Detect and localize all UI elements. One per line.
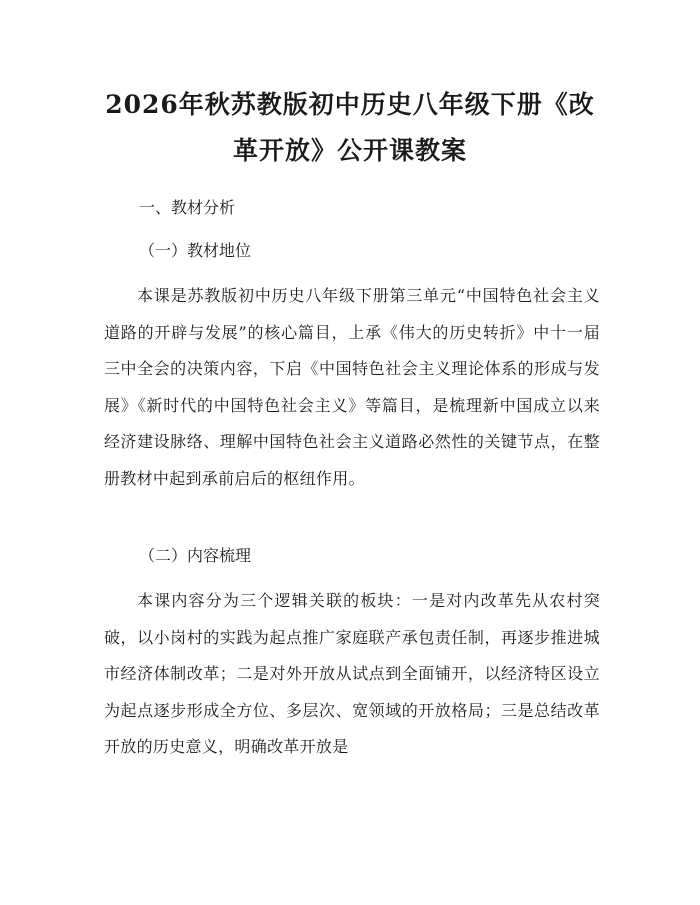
paragraph-content-outline: 本课内容分为三个逻辑关联的板块：一是对内改革先从农村突破，以小岗村的实践为起点推广家庭联产承包责任制，再逐步推进城市经济体制改革；二是对外开放从试点到全面铺开，以经济特区设立为起点逐步形成全方位、多层次、宽领域的开放格局；三是总结改革开放的历史意义，明确改革开放是: [104, 591, 600, 756]
subsection-heading-content-outline: （二）内容梳理: [139, 546, 252, 565]
paragraph-textbook-status: 本课是苏教版初中历史八年级下册第三单元“中国特色社会主义道路的开辟与发展”的核心篇目，上承《伟大的历史转折》中十一届三中全会的决策内容，下启《中国特色社会主义理论体系的形成与发展》《新时代的中国特色社会主义》等篇目，是梳理新中国成立以来经济建设脉络、理解中国特色社会主义道路必然性的关键节点，在整册教材中起到承前启后的枢纽作用。: [104, 286, 600, 488]
subsection-heading-textbook-status: （一）教材地位: [139, 241, 252, 260]
section-heading-textbook-analysis: 一、教材分析: [139, 198, 236, 217]
document-title: 2026年秋苏教版初中历史八年级下册《改革开放》公开课教案: [105, 90, 595, 165]
